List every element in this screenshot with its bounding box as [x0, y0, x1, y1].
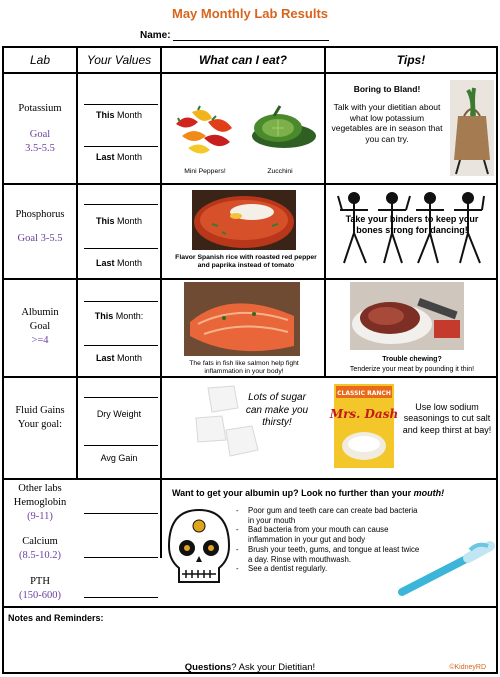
potassium-goal-range: 3.5-5.5: [25, 143, 55, 155]
albumin-food: [162, 280, 324, 376]
header-lab: Lab: [29, 53, 51, 67]
albumin-last-month-label: Last Month: [95, 353, 143, 363]
page-title: May Monthly Lab Results: [171, 6, 329, 21]
hemoglobin-line[interactable]: [84, 513, 158, 514]
potassium-goal-label: Goal: [29, 129, 51, 141]
hemoglobin-name: Hemoglobin: [13, 497, 67, 509]
sugar-text: Lots of sugar can make you thirsty!: [245, 392, 309, 428]
avg-gain-line[interactable]: [84, 445, 158, 446]
name-label: Name:: [140, 30, 171, 41]
lab-table: [2, 46, 498, 674]
phosphorus-food: [162, 184, 324, 278]
mouth-tip-item: - Poor gum and teeth care can create bad bacteria in your mouth: [236, 506, 422, 525]
name-field[interactable]: [140, 30, 329, 41]
albumin-last-month-line[interactable]: [84, 345, 158, 346]
albumin-this-month-label: This Month:: [94, 311, 144, 321]
albumin-goal: >=4: [31, 335, 49, 347]
fluid-values: [78, 377, 160, 478]
pth-line[interactable]: [84, 597, 158, 598]
calcium-line[interactable]: [84, 557, 158, 558]
salmon-image: [184, 282, 300, 356]
other-values: [78, 479, 160, 606]
product-brand: Mrs. Dash: [329, 407, 399, 421]
albumin-tip-title: Trouble chewing?: [382, 356, 442, 363]
mrs-dash-seasoning-image: [329, 384, 399, 468]
mini-peppers-caption: Mini Peppers!: [184, 168, 226, 175]
albumin-mouth-heading: Want to get your albumin up? Look no further than your mouth!: [172, 488, 445, 498]
grocery-bag-image: [450, 80, 494, 176]
phosphorus-this-month-label: This Month: [95, 216, 143, 226]
albumin-tip-text: Tenderize your meat by pounding it thin!: [349, 366, 475, 373]
header-what-can-i-eat: What can I eat?: [198, 53, 287, 67]
potassium-values: [78, 72, 160, 183]
sugar-skull-image: [166, 506, 232, 602]
phosphorus-last-month-line[interactable]: [84, 248, 158, 249]
fluid-tip-text: Use low sodium seasonings to cut salt and keep thirst at bay!: [402, 402, 492, 435]
questions-footer: Questions? Ask your Dietitian!: [184, 662, 316, 673]
mouth-tip-item: - Bad bacteria from your mouth can cause inflammation in your gut and body: [236, 525, 422, 544]
name-line[interactable]: [173, 31, 329, 41]
albumin-name: Albumin: [21, 307, 59, 318]
potassium-this-month-line[interactable]: [84, 104, 158, 105]
albumin-lab: [4, 306, 76, 349]
potassium-tip-text: Talk with your dietitian about what low potassium vegetables are in season that you can try.: [331, 102, 443, 144]
fluid-goal: Your goal:: [17, 419, 63, 431]
pth-range: (150-600): [19, 590, 61, 602]
notes-label: Notes and Reminders:: [8, 613, 104, 623]
calcium-range: (8.5-10.2): [19, 549, 61, 561]
potassium-tip-title: Boring to Bland!: [353, 84, 421, 94]
phosphorus-values: [78, 184, 160, 278]
salmon-caption: The fats in fish like salmon help fight inflammation in your body!: [189, 360, 299, 376]
dry-weight-line[interactable]: [84, 397, 158, 398]
albumin-tip: [326, 280, 498, 376]
credit-text: ©KidneyRD: [449, 664, 486, 671]
phosphorus-goal: Goal 3-5.5: [17, 233, 63, 245]
other-labs-title: Other labs: [18, 483, 62, 494]
hemoglobin-range: (9-11): [27, 511, 53, 523]
albumin-goal-label: Goal: [29, 321, 51, 333]
pth-name: PTH: [30, 575, 50, 587]
potassium-this-month-label: This Month: [95, 110, 143, 120]
mini-peppers-image: [168, 104, 242, 160]
calcium-name: Calcium: [22, 535, 58, 547]
phosphorus-last-month-label: Last Month: [95, 258, 143, 268]
fluid-tip: [326, 378, 498, 478]
potassium-last-month-line[interactable]: [84, 146, 158, 147]
fluid-food: [162, 378, 324, 478]
other-labs: [4, 482, 76, 603]
mouth-tip-item: - Brush your teeth, gums, and tongue at least twice a day. Rinse with mouthwash.: [236, 545, 422, 564]
phosphorus-name: Phosphorus: [15, 209, 65, 220]
phosphorus-tip: [326, 184, 498, 278]
dry-weight-label: Dry Weight: [96, 409, 142, 419]
header-tips: Tips!: [396, 53, 426, 67]
toothbrush-image: [398, 540, 496, 600]
albumin-mouth-tips: [236, 506, 422, 574]
fluid-name: Fluid Gains: [15, 405, 65, 416]
avg-gain-label: Avg Gain: [100, 453, 138, 463]
zucchini-image: [244, 100, 320, 158]
potassium-food: [162, 74, 324, 182]
potassium-tip: [326, 74, 498, 182]
mouth-tip-item: - See a dentist regularly.: [236, 564, 422, 574]
albumin-this-month-line[interactable]: [84, 301, 158, 302]
product-name: CLASSIC RANCH: [337, 390, 391, 397]
zucchini-caption: Zucchini: [267, 168, 293, 175]
albumin-mouth-panel: [162, 480, 498, 606]
potassium-name: Potassium: [18, 103, 62, 114]
notes-area[interactable]: [8, 626, 492, 656]
phosphorus-lab: [4, 208, 76, 246]
spanish-rice-image: [192, 190, 296, 250]
phosphorus-this-month-line[interactable]: [84, 204, 158, 205]
header-your-values: Your Values: [86, 53, 152, 67]
potassium-lab: [4, 102, 76, 157]
potassium-last-month-label: Last Month: [95, 152, 143, 162]
phosphorus-tip-text: Take your binders to keep your bones strong for dancing!: [345, 214, 479, 236]
row-divider: [4, 606, 496, 608]
spanish-rice-caption: Flavor Spanish rice with roasted red pepper and paprika instead of tomato: [175, 254, 317, 270]
albumin-values: [78, 279, 160, 376]
tenderized-meat-image: [350, 282, 464, 350]
fluid-lab: [4, 404, 76, 432]
